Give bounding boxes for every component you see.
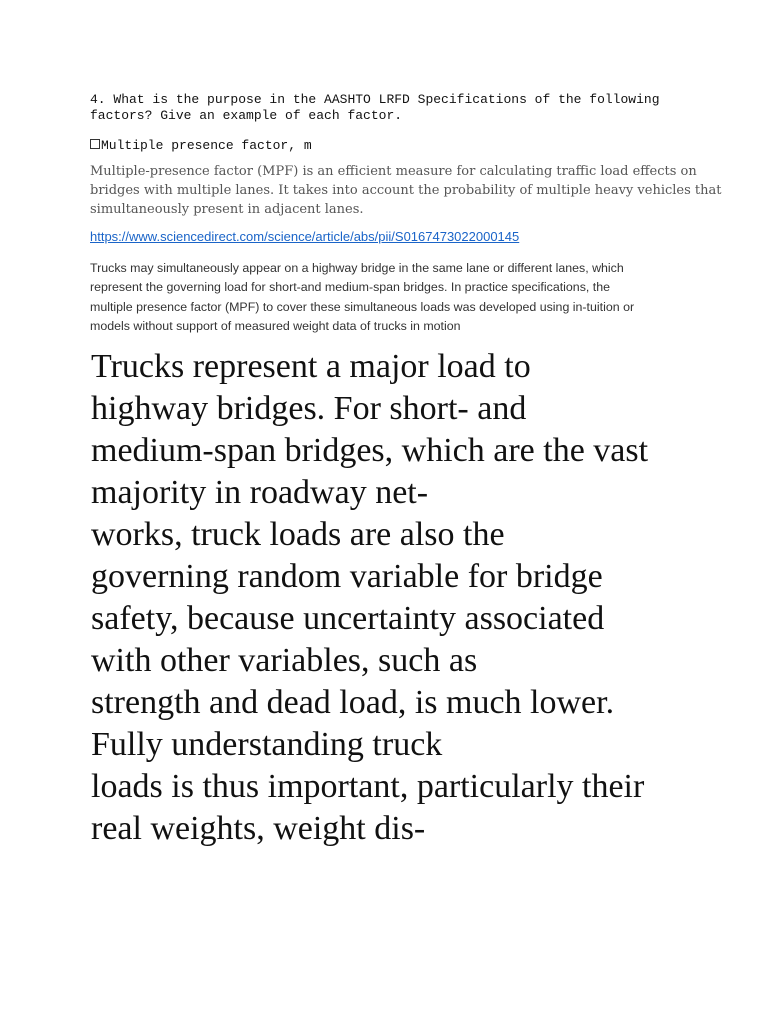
checkbox-bullet-icon <box>90 139 100 149</box>
excerpt-line: highway bridges. For short- and <box>91 390 527 427</box>
question-line: factors? Give an example of each factor. <box>90 108 403 123</box>
factor-heading-text: Multiple presence factor, m <box>101 138 312 153</box>
excerpt-line: governing random variable for bridge <box>91 558 603 595</box>
excerpt-line: Trucks represent a major load to <box>91 348 531 385</box>
question-prompt <box>90 92 710 124</box>
factor-heading <box>90 138 312 154</box>
source-link[interactable]: https://www.sciencedirect.com/science/article/abs/pii/S0167473022000145 <box>90 229 520 244</box>
quote-line: represent the governing load for short-and medium-span bridges. In practice specifications, the <box>90 280 611 295</box>
definition-line: bridges with multiple lanes. It takes into account the probability of multiple heavy vehicles that <box>90 183 722 198</box>
question-line: 4. What is the purpose in the AASHTO LRFD Specifications of the following <box>90 92 660 107</box>
definition-line: Multiple-presence factor (MPF) is an efficient measure for calculating traffic load effects on <box>90 164 697 179</box>
quote-line: multiple presence factor (MPF) to cover these simultaneous loads was developed using in-tuition or <box>90 299 635 314</box>
excerpt-line: medium-span bridges, which are the vast <box>91 432 649 469</box>
large-excerpt <box>91 346 711 850</box>
quote-line: Trucks may simultaneously appear on a highway bridge in the same lane or different lanes, which <box>90 261 624 275</box>
quoted-abstract <box>90 259 690 336</box>
quote-line: models without support of measured weight data of trucks in motion <box>90 318 461 333</box>
excerpt-line: loads is thus important, particularly their <box>91 768 645 805</box>
excerpt-line: works, truck loads are also the <box>91 516 505 553</box>
excerpt-line: strength and dead load, is much lower. <box>91 684 615 721</box>
excerpt-line: Fully understanding truck <box>91 726 443 763</box>
excerpt-line: with other variables, such as <box>91 642 478 679</box>
excerpt-line: real weights, weight dis- <box>91 810 426 847</box>
definition-line: simultaneously present in adjacent lanes. <box>90 202 364 217</box>
mpf-definition <box>90 162 722 219</box>
excerpt-line: safety, because uncertainty associated <box>91 600 605 637</box>
excerpt-line: majority in roadway net- <box>91 474 429 511</box>
